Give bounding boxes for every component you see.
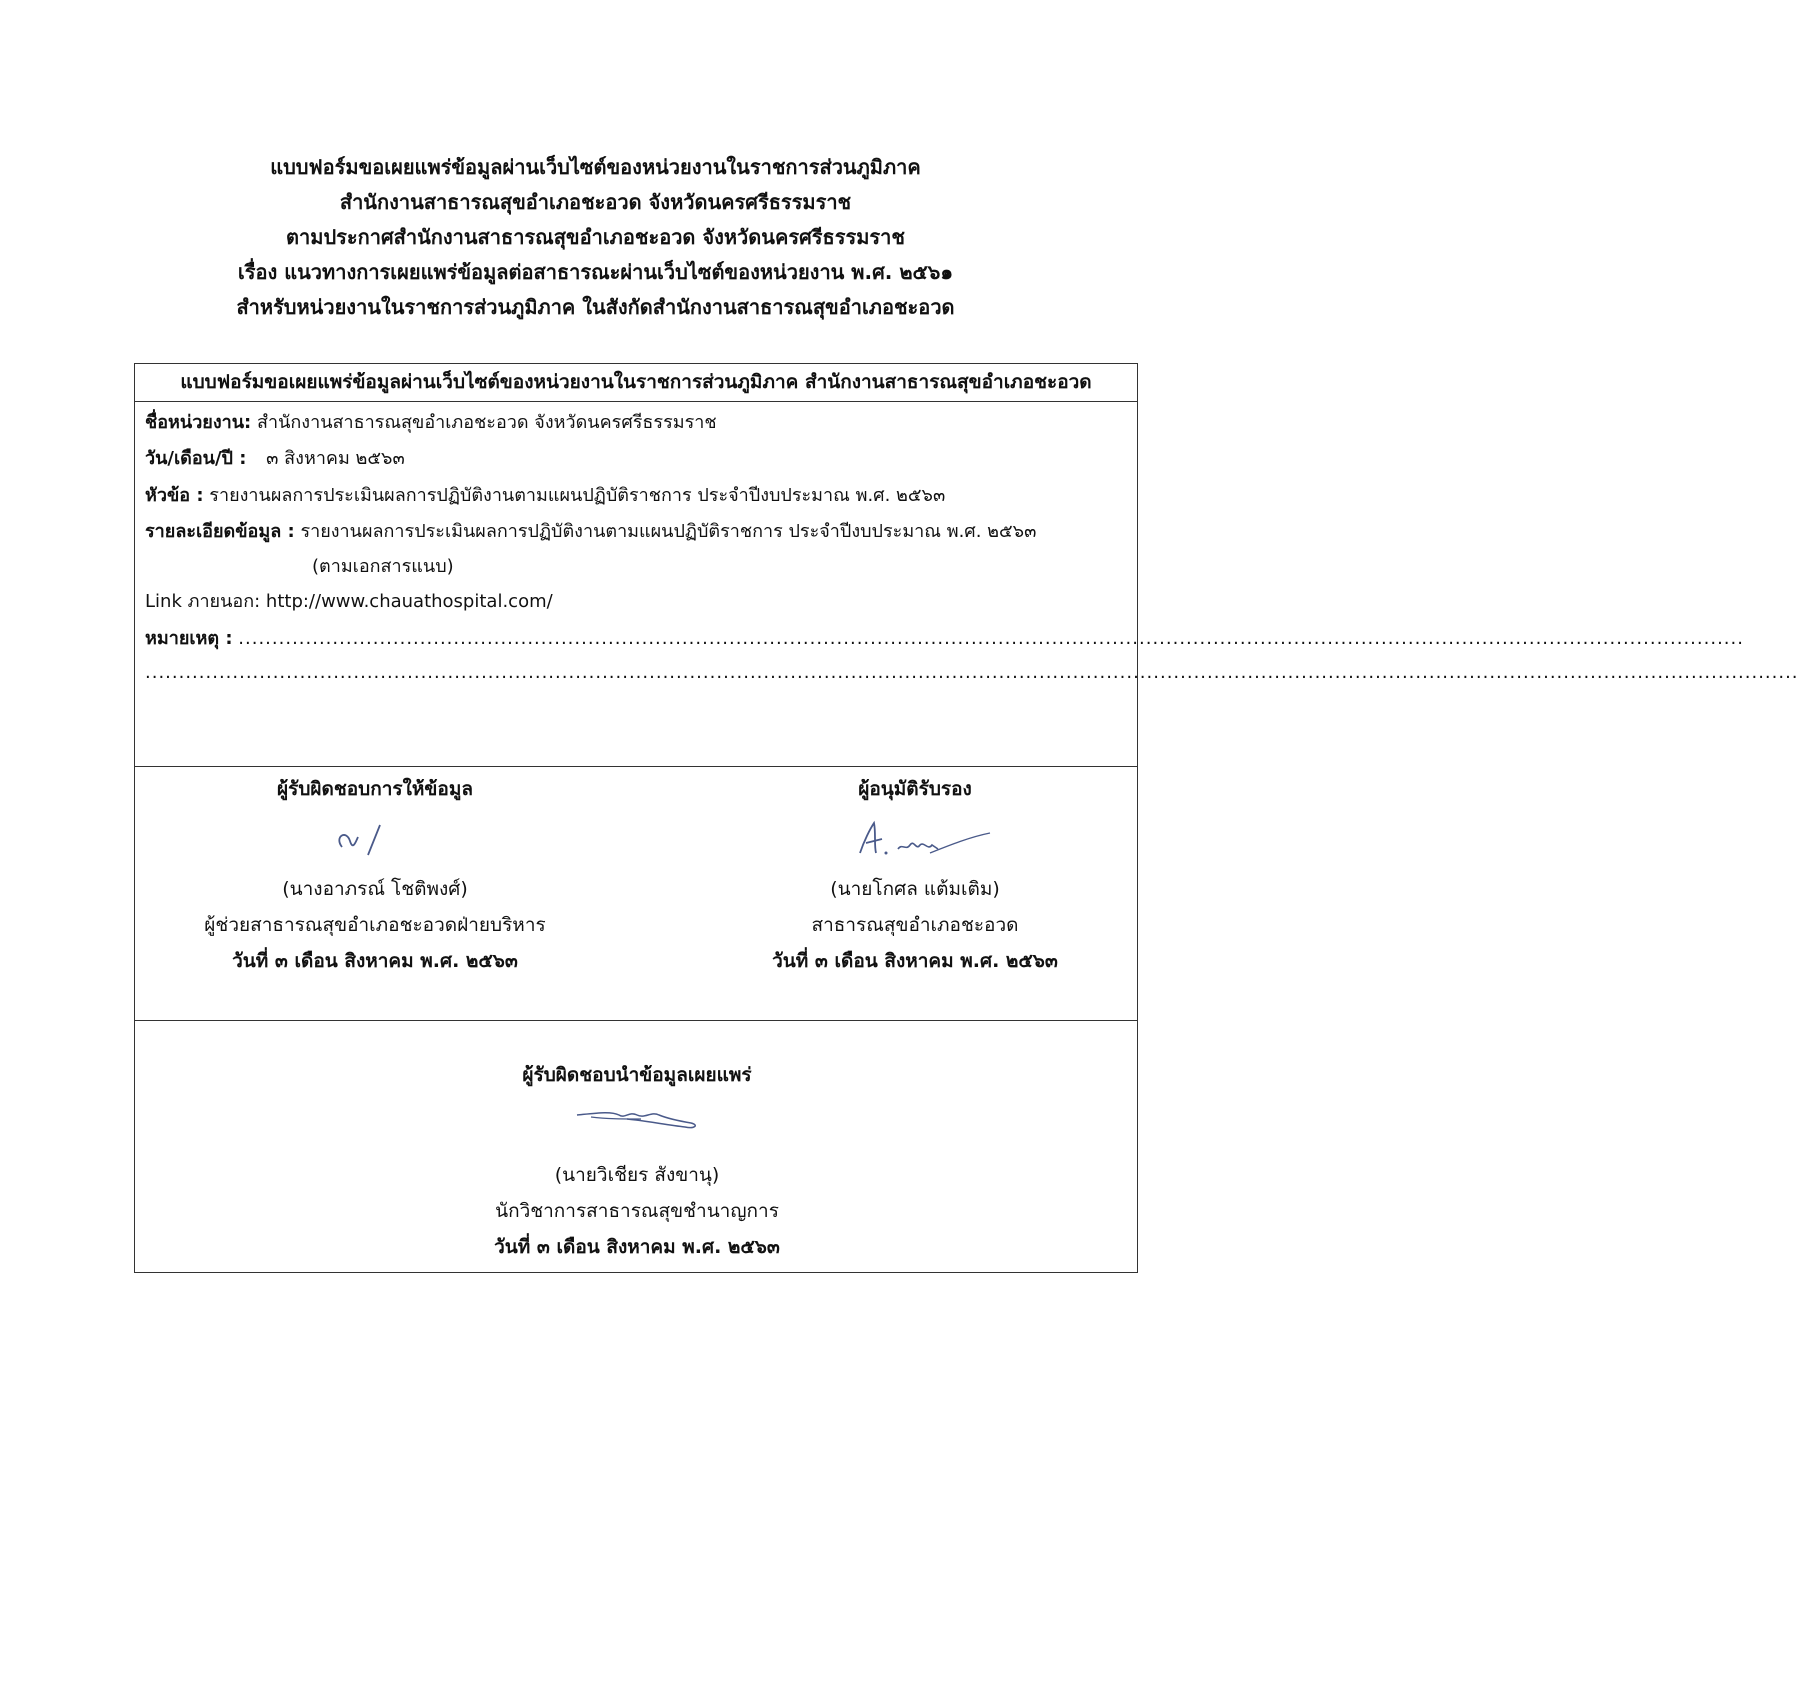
provider-date: วันที่ ๓ เดือน สิงหาคม พ.ศ. ๒๕๖๓	[232, 950, 518, 972]
agency-row	[145, 406, 1127, 440]
approver-role: ผู้อนุมัติรับรอง	[858, 778, 972, 800]
detail-row	[145, 515, 1127, 549]
remark-row-2	[145, 656, 1799, 690]
detail-note: (ตามเอกสารแนบ)	[312, 556, 454, 577]
detail-label: รายละเอียดข้อมูล :	[145, 521, 295, 542]
heading-line-5: สำหรับหน่วยงานในราชการส่วนภูมิภาค ในสังกัดสำนักงานสาธารณสุขอำเภอชะอวด	[236, 295, 955, 319]
date-row	[145, 442, 1127, 476]
detail-value: รายงานผลการประเมินผลการปฏิบัติงานตามแผนปฏิบัติราชการ ประจำปีงบประมาณ พ.ศ. ๒๕๖๓	[300, 521, 1037, 542]
remark-label: หมายเหตุ :	[145, 628, 233, 649]
publisher-signer	[387, 1057, 887, 1265]
link-label: Link ภายนอก:	[145, 591, 261, 612]
publisher-signature	[567, 1097, 707, 1137]
provider-role: ผู้รับผิดชอบการให้ข้อมูล	[277, 778, 473, 800]
topic-value: รายงานผลการประเมินผลการปฏิบัติงานตามแผนปฏิบัติราชการ ประจำปีงบประมาณ พ.ศ. ๒๕๖๓	[209, 485, 946, 506]
approver-date: วันที่ ๓ เดือน สิงหาคม พ.ศ. ๒๕๖๓	[772, 950, 1058, 972]
publication-request-form	[134, 363, 1799, 1273]
date-label: วัน/เดือน/ปี :	[145, 448, 247, 469]
approver-position: สาธารณสุขอำเภอชะอวด	[811, 914, 1019, 936]
approver-signature	[830, 811, 1000, 867]
topic-label: หัวข้อ :	[145, 485, 204, 506]
publisher-position: นักวิชาการสาธารณสุขชำนาญการ	[495, 1200, 779, 1222]
date-value: ๓ สิงหาคม ๒๕๖๓	[266, 448, 405, 469]
topic-row	[145, 479, 1127, 513]
agency-label: ชื่อหน่วยงาน:	[145, 412, 252, 433]
remark-dots-2: ......................................................................................................................................................................................................................................................	[145, 662, 1799, 683]
remark-row	[145, 622, 1744, 656]
form-title: แบบฟอร์มขอเผยแพร่ข้อมูลผ่านเว็บไซต์ของหน่วยงานในราชการส่วนภูมิภาค สำนักงานสาธารณสุขอำเภอชะอวด	[135, 364, 1137, 402]
provider-position: ผู้ช่วยสาธารณสุขอำเภอชะอวดฝ่ายบริหาร	[204, 914, 546, 936]
form-details-section	[135, 402, 1799, 767]
provider-signature	[320, 811, 430, 867]
provider-name: (นางอาภรณ์ โชติพงศ์)	[282, 878, 468, 900]
remark-dots: ................................................................................................................................................................................................................................	[238, 628, 1744, 649]
publisher-name: (นายวิเชียร สังขานุ)	[554, 1164, 720, 1186]
document-heading	[0, 150, 1191, 325]
publisher-section	[135, 1021, 1137, 1271]
link-row	[145, 585, 1127, 619]
heading-line-4: เรื่อง แนวทางการเผยแพร่ข้อมูลต่อสาธารณะผ่านเว็บไซต์ของหน่วยงาน พ.ศ. ๒๕๖๑	[237, 260, 954, 284]
approver-signer	[695, 771, 1135, 979]
publisher-role: ผู้รับผิดชอบนำข้อมูลเผยแพร่	[522, 1064, 752, 1086]
link-value[interactable]: http://www.chauathospital.com/	[265, 591, 553, 612]
publisher-date: วันที่ ๓ เดือน สิงหาคม พ.ศ. ๒๕๖๓	[494, 1236, 780, 1258]
approver-name: (นายโกศล แต้มเติม)	[830, 878, 1000, 900]
heading-line-3: ตามประกาศสำนักงานสาธารณสุขอำเภอชะอวด จังหวัดนครศรีธรรมราช	[286, 225, 905, 249]
provider-signer	[175, 771, 575, 979]
heading-line-1: แบบฟอร์มขอเผยแพร่ข้อมูลผ่านเว็บไซต์ของหน่วยงานในราชการส่วนภูมิภาค	[270, 155, 921, 179]
heading-line-2: สำนักงานสาธารณสุขอำเภอชะอวด จังหวัดนครศรีธรรมราช	[339, 190, 852, 214]
signature-section	[135, 767, 1137, 1021]
agency-value: สำนักงานสาธารณสุขอำเภอชะอวด จังหวัดนครศรีธรรมราช	[257, 412, 717, 433]
detail-note-row	[312, 550, 1127, 584]
